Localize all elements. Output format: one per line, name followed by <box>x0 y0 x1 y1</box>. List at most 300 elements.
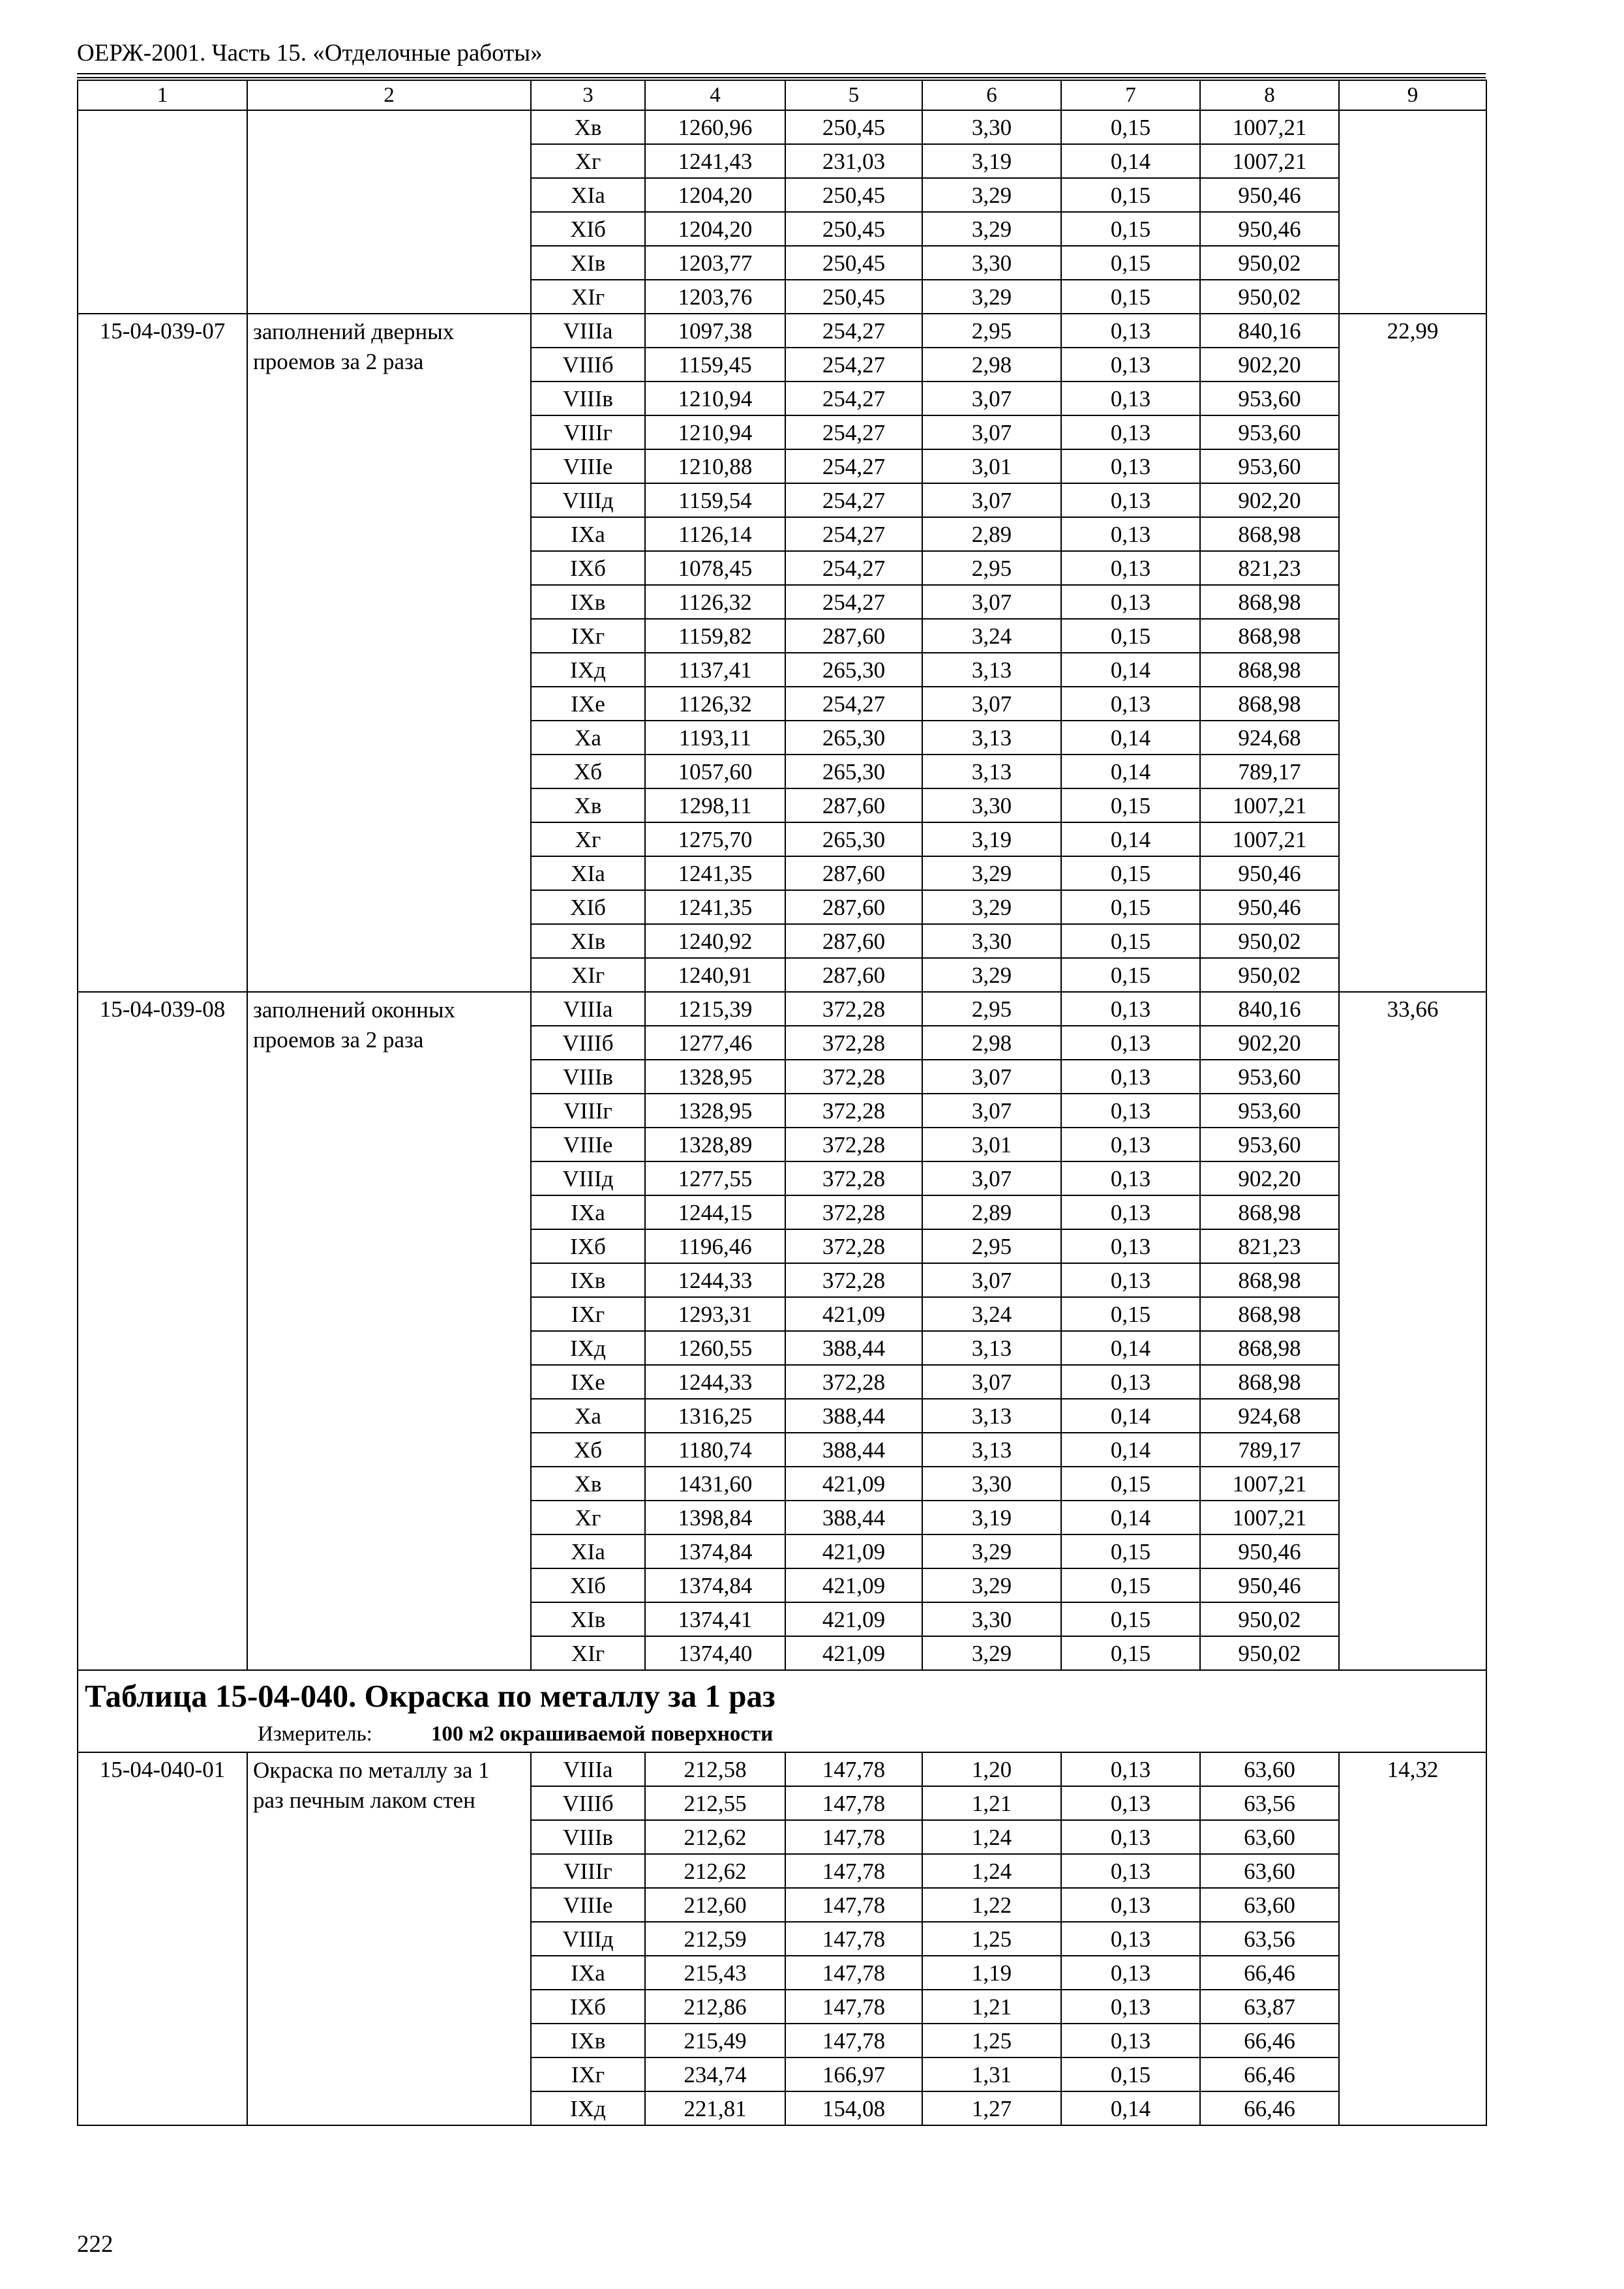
column-number: 3 <box>531 80 645 110</box>
value-cell: 254,27 <box>785 585 922 619</box>
table-body <box>78 80 1486 2125</box>
value-cell: 372,28 <box>785 1060 922 1094</box>
value-cell: 0,13 <box>1061 1195 1200 1229</box>
value-cell: 0,14 <box>1061 755 1200 788</box>
value-cell: 250,45 <box>785 280 922 314</box>
section-meter <box>85 1724 1479 1745</box>
value-cell: 212,59 <box>645 1922 785 1956</box>
zone-cell: Хг <box>531 822 645 856</box>
value-cell: 154,08 <box>785 2091 922 2125</box>
value-cell: 1241,35 <box>645 856 785 890</box>
column-number: 5 <box>785 80 922 110</box>
value-cell: 950,02 <box>1200 246 1339 280</box>
value-cell: 212,58 <box>645 1752 785 1786</box>
value-cell: 821,23 <box>1200 1229 1339 1263</box>
zone-cell: VIIIа <box>531 992 645 1026</box>
value-cell: 0,15 <box>1061 924 1200 958</box>
value-cell: 221,81 <box>645 2091 785 2125</box>
value-cell: 950,02 <box>1200 1602 1339 1636</box>
value-cell: 3,07 <box>922 1094 1061 1128</box>
value-cell: 2,95 <box>922 551 1061 585</box>
value-cell: 1007,21 <box>1200 822 1339 856</box>
value-cell: 3,19 <box>922 1501 1061 1534</box>
value-cell: 3,01 <box>922 449 1061 483</box>
value-cell: 0,15 <box>1061 856 1200 890</box>
value-cell: 3,24 <box>922 619 1061 653</box>
value-cell: 63,60 <box>1200 1752 1339 1786</box>
zone-cell: Хг <box>531 1501 645 1534</box>
value-cell: 1240,91 <box>645 958 785 992</box>
value-cell: 2,95 <box>922 992 1061 1026</box>
value-cell: 1204,20 <box>645 212 785 246</box>
zone-cell: IХг <box>531 1297 645 1331</box>
column-number: 6 <box>922 80 1061 110</box>
value-cell: 421,09 <box>785 1534 922 1568</box>
value-cell: 0,15 <box>1061 619 1200 653</box>
table-row <box>78 110 1486 144</box>
value-cell: 1159,82 <box>645 619 785 653</box>
zone-cell: VIIIв <box>531 1820 645 1854</box>
value-cell: 0,14 <box>1061 144 1200 178</box>
value-cell: 1316,25 <box>645 1399 785 1433</box>
value-cell: 1277,46 <box>645 1026 785 1060</box>
value-cell: 0,13 <box>1061 992 1200 1026</box>
value-cell: 254,27 <box>785 517 922 551</box>
value-cell: 212,62 <box>645 1854 785 1888</box>
value-cell: 3,07 <box>922 1263 1061 1297</box>
value-cell: 0,13 <box>1061 1888 1200 1922</box>
value-cell: 0,13 <box>1061 1026 1200 1060</box>
value-cell: 212,55 <box>645 1786 785 1820</box>
value-cell: 0,15 <box>1061 178 1200 212</box>
zone-cell: ХIб <box>531 1568 645 1602</box>
value-cell: 868,98 <box>1200 619 1339 653</box>
item-code: 15-04-039-07 <box>78 314 247 992</box>
value-cell: 789,17 <box>1200 1433 1339 1467</box>
value-cell: 1007,21 <box>1200 110 1339 144</box>
value-cell: 868,98 <box>1200 1263 1339 1297</box>
value-cell: 212,62 <box>645 1820 785 1854</box>
value-cell: 1126,14 <box>645 517 785 551</box>
table-row <box>78 314 1486 348</box>
value-cell: 265,30 <box>785 755 922 788</box>
value-cell: 0,15 <box>1061 1636 1200 1670</box>
item-description: заполнений оконных проемов за 2 раза <box>247 992 531 1670</box>
value-cell: 840,16 <box>1200 314 1339 348</box>
value-cell: 1204,20 <box>645 178 785 212</box>
item-code <box>78 110 247 314</box>
value-cell: 1215,39 <box>645 992 785 1026</box>
value-cell: 215,43 <box>645 1956 785 1990</box>
value-cell: 372,28 <box>785 1365 922 1399</box>
value-cell: 3,29 <box>922 958 1061 992</box>
value-cell: 1097,38 <box>645 314 785 348</box>
zone-cell: ХIб <box>531 212 645 246</box>
zone-cell: VIIIа <box>531 1752 645 1786</box>
value-cell: 1137,41 <box>645 653 785 687</box>
zone-cell: IХа <box>531 1195 645 1229</box>
section-header <box>78 1670 1486 1752</box>
zone-cell: VIIIд <box>531 1922 645 1956</box>
value-cell: 372,28 <box>785 1161 922 1195</box>
value-cell: 0,13 <box>1061 314 1200 348</box>
value-cell: 254,27 <box>785 551 922 585</box>
value-cell: 1240,92 <box>645 924 785 958</box>
value-cell: 3,07 <box>922 585 1061 619</box>
value-cell: 1,22 <box>922 1888 1061 1922</box>
value-cell: 2,89 <box>922 517 1061 551</box>
value-cell: 147,78 <box>785 1854 922 1888</box>
meter-value: 100 м2 окрашиваемой поверхности <box>430 1722 774 1746</box>
column-number: 7 <box>1061 80 1200 110</box>
value-cell: 0,14 <box>1061 1331 1200 1365</box>
value-cell: 2,95 <box>922 314 1061 348</box>
value-cell: 3,19 <box>922 822 1061 856</box>
value-cell: 868,98 <box>1200 687 1339 721</box>
value-cell: 231,03 <box>785 144 922 178</box>
value-cell: 902,20 <box>1200 483 1339 517</box>
zone-cell: Хв <box>531 788 645 822</box>
value-cell: 1374,40 <box>645 1636 785 1670</box>
value-cell: 1374,41 <box>645 1602 785 1636</box>
column-9-value <box>1339 110 1486 314</box>
value-cell: 1057,60 <box>645 755 785 788</box>
value-cell: 0,15 <box>1061 788 1200 822</box>
value-cell: 2,98 <box>922 1026 1061 1060</box>
value-cell: 1244,33 <box>645 1263 785 1297</box>
column-9-value: 14,32 <box>1339 1752 1486 2125</box>
value-cell: 3,07 <box>922 415 1061 449</box>
value-cell: 63,60 <box>1200 1820 1339 1854</box>
value-cell: 0,13 <box>1061 483 1200 517</box>
value-cell: 1,21 <box>922 1990 1061 2024</box>
value-cell: 421,09 <box>785 1636 922 1670</box>
value-cell: 166,97 <box>785 2057 922 2091</box>
value-cell: 265,30 <box>785 822 922 856</box>
value-cell: 3,29 <box>922 1568 1061 1602</box>
value-cell: 265,30 <box>785 653 922 687</box>
value-cell: 0,15 <box>1061 890 1200 924</box>
value-cell: 868,98 <box>1200 1365 1339 1399</box>
zone-cell: Хв <box>531 110 645 144</box>
column-9-value: 33,66 <box>1339 992 1486 1670</box>
value-cell: 0,13 <box>1061 1820 1200 1854</box>
value-cell: 924,68 <box>1200 721 1339 755</box>
value-cell: 3,30 <box>922 1602 1061 1636</box>
zone-cell: ХIг <box>531 1636 645 1670</box>
value-cell: 868,98 <box>1200 1195 1339 1229</box>
value-cell: 0,15 <box>1061 1568 1200 1602</box>
zone-cell: IХе <box>531 687 645 721</box>
zone-cell: VIIIв <box>531 382 645 415</box>
value-cell: 1,19 <box>922 1956 1061 1990</box>
value-cell: 215,49 <box>645 2024 785 2057</box>
value-cell: 1,24 <box>922 1854 1061 1888</box>
value-cell: 868,98 <box>1200 1331 1339 1365</box>
value-cell: 0,13 <box>1061 517 1200 551</box>
zone-cell: IХб <box>531 551 645 585</box>
value-cell: 1277,55 <box>645 1161 785 1195</box>
zone-cell: IХе <box>531 1365 645 1399</box>
value-cell: 3,07 <box>922 687 1061 721</box>
zone-cell: VIIIе <box>531 1888 645 1922</box>
value-cell: 212,60 <box>645 1888 785 1922</box>
value-cell: 840,16 <box>1200 992 1339 1026</box>
column-number: 8 <box>1200 80 1339 110</box>
item-description: Окраска по металлу за 1 раз печным лаком стен <box>247 1752 531 2125</box>
value-cell: 1078,45 <box>645 551 785 585</box>
value-cell: 3,29 <box>922 280 1061 314</box>
value-cell: 868,98 <box>1200 653 1339 687</box>
value-cell: 1260,96 <box>645 110 785 144</box>
value-cell: 254,27 <box>785 483 922 517</box>
value-cell: 3,24 <box>922 1297 1061 1331</box>
value-cell: 147,78 <box>785 1922 922 1956</box>
header-rule <box>77 77 1486 78</box>
value-cell: 0,13 <box>1061 1060 1200 1094</box>
value-cell: 0,13 <box>1061 1263 1200 1297</box>
value-cell: 0,13 <box>1061 1161 1200 1195</box>
value-cell: 1159,45 <box>645 348 785 382</box>
value-cell: 953,60 <box>1200 449 1339 483</box>
page-header: ОЕРЖ-2001. Часть 15. «Отделочные работы» <box>77 40 543 67</box>
value-cell: 3,13 <box>922 755 1061 788</box>
value-cell: 0,13 <box>1061 1990 1200 2024</box>
value-cell: 0,13 <box>1061 1956 1200 1990</box>
value-cell: 66,46 <box>1200 2057 1339 2091</box>
zone-cell: Хб <box>531 755 645 788</box>
value-cell: 3,30 <box>922 110 1061 144</box>
value-cell: 3,13 <box>922 1433 1061 1467</box>
zone-cell: Ха <box>531 1399 645 1433</box>
value-cell: 1126,32 <box>645 585 785 619</box>
value-cell: 63,60 <box>1200 1888 1339 1922</box>
value-cell: 953,60 <box>1200 415 1339 449</box>
value-cell: 0,15 <box>1061 958 1200 992</box>
value-cell: 372,28 <box>785 1229 922 1263</box>
value-cell: 902,20 <box>1200 1161 1339 1195</box>
value-cell: 372,28 <box>785 992 922 1026</box>
header-rule <box>77 73 1486 74</box>
value-cell: 1241,35 <box>645 890 785 924</box>
value-cell: 3,29 <box>922 178 1061 212</box>
value-cell: 1244,15 <box>645 1195 785 1229</box>
value-cell: 1374,84 <box>645 1534 785 1568</box>
value-cell: 0,13 <box>1061 415 1200 449</box>
column-number-row <box>78 80 1486 110</box>
value-cell: 1007,21 <box>1200 1467 1339 1501</box>
value-cell: 372,28 <box>785 1263 922 1297</box>
value-cell: 3,29 <box>922 890 1061 924</box>
zone-cell: ХIа <box>531 856 645 890</box>
value-cell: 0,13 <box>1061 1229 1200 1263</box>
value-cell: 147,78 <box>785 1752 922 1786</box>
value-cell: 287,60 <box>785 958 922 992</box>
value-cell: 421,09 <box>785 1297 922 1331</box>
value-cell: 0,13 <box>1061 348 1200 382</box>
value-cell: 3,07 <box>922 382 1061 415</box>
value-cell: 868,98 <box>1200 1297 1339 1331</box>
value-cell: 1244,33 <box>645 1365 785 1399</box>
zone-cell: Ха <box>531 721 645 755</box>
value-cell: 0,15 <box>1061 1467 1200 1501</box>
value-cell: 147,78 <box>785 1990 922 2024</box>
value-cell: 0,13 <box>1061 382 1200 415</box>
value-cell: 1159,54 <box>645 483 785 517</box>
section-header-row <box>78 1670 1486 1752</box>
value-cell: 1,27 <box>922 2091 1061 2125</box>
zone-cell: VIIIг <box>531 415 645 449</box>
value-cell: 953,60 <box>1200 1128 1339 1161</box>
value-cell: 421,09 <box>785 1568 922 1602</box>
value-cell: 1,31 <box>922 2057 1061 2091</box>
value-cell: 0,14 <box>1061 1433 1200 1467</box>
item-description <box>247 110 531 314</box>
value-cell: 0,15 <box>1061 280 1200 314</box>
value-cell: 388,44 <box>785 1433 922 1467</box>
zone-cell: ХIв <box>531 924 645 958</box>
value-cell: 3,07 <box>922 1365 1061 1399</box>
value-cell: 212,86 <box>645 1990 785 2024</box>
value-cell: 254,27 <box>785 382 922 415</box>
value-cell: 924,68 <box>1200 1399 1339 1433</box>
value-cell: 250,45 <box>785 110 922 144</box>
value-cell: 3,30 <box>922 924 1061 958</box>
value-cell: 2,95 <box>922 1229 1061 1263</box>
value-cell: 953,60 <box>1200 1094 1339 1128</box>
value-cell: 3,30 <box>922 1467 1061 1501</box>
meter-label: Измеритель: <box>258 1722 372 1746</box>
value-cell: 388,44 <box>785 1399 922 1433</box>
value-cell: 250,45 <box>785 246 922 280</box>
value-cell: 0,13 <box>1061 1854 1200 1888</box>
value-cell: 147,78 <box>785 1888 922 1922</box>
value-cell: 0,14 <box>1061 2091 1200 2125</box>
value-cell: 0,13 <box>1061 1786 1200 1820</box>
value-cell: 372,28 <box>785 1026 922 1060</box>
value-cell: 287,60 <box>785 619 922 653</box>
item-code: 15-04-040-01 <box>78 1752 247 2125</box>
value-cell: 66,46 <box>1200 1956 1339 1990</box>
value-cell: 254,27 <box>785 314 922 348</box>
value-cell: 287,60 <box>785 788 922 822</box>
value-cell: 950,46 <box>1200 890 1339 924</box>
column-9-value: 22,99 <box>1339 314 1486 992</box>
value-cell: 950,02 <box>1200 924 1339 958</box>
zone-cell: VIIIг <box>531 1094 645 1128</box>
zone-cell: IХб <box>531 1990 645 2024</box>
value-cell: 0,14 <box>1061 822 1200 856</box>
value-cell: 1374,84 <box>645 1568 785 1602</box>
value-cell: 254,27 <box>785 348 922 382</box>
value-cell: 950,02 <box>1200 280 1339 314</box>
value-cell: 953,60 <box>1200 1060 1339 1094</box>
value-cell: 3,19 <box>922 144 1061 178</box>
value-cell: 3,30 <box>922 788 1061 822</box>
value-cell: 63,60 <box>1200 1854 1339 1888</box>
zone-cell: IХд <box>531 2091 645 2125</box>
value-cell: 287,60 <box>785 890 922 924</box>
value-cell: 0,13 <box>1061 687 1200 721</box>
value-cell: 265,30 <box>785 721 922 755</box>
value-cell: 3,13 <box>922 1399 1061 1433</box>
zone-cell: VIIIв <box>531 1060 645 1094</box>
value-cell: 3,07 <box>922 1161 1061 1195</box>
value-cell: 0,14 <box>1061 1501 1200 1534</box>
value-cell: 0,13 <box>1061 2024 1200 2057</box>
value-cell: 1210,88 <box>645 449 785 483</box>
zone-cell: IХв <box>531 1263 645 1297</box>
value-cell: 3,29 <box>922 856 1061 890</box>
value-cell: 1298,11 <box>645 788 785 822</box>
zone-cell: ХIг <box>531 958 645 992</box>
value-cell: 388,44 <box>785 1331 922 1365</box>
value-cell: 3,01 <box>922 1128 1061 1161</box>
zone-cell: IХд <box>531 653 645 687</box>
value-cell: 421,09 <box>785 1467 922 1501</box>
value-cell: 3,07 <box>922 483 1061 517</box>
value-cell: 1431,60 <box>645 1467 785 1501</box>
value-cell: 372,28 <box>785 1128 922 1161</box>
zone-cell: ХIа <box>531 178 645 212</box>
value-cell: 0,13 <box>1061 585 1200 619</box>
value-cell: 1398,84 <box>645 1501 785 1534</box>
zone-cell: IХд <box>531 1331 645 1365</box>
value-cell: 147,78 <box>785 1786 922 1820</box>
value-cell: 950,02 <box>1200 1636 1339 1670</box>
zone-cell: Хг <box>531 144 645 178</box>
value-cell: 1241,43 <box>645 144 785 178</box>
zone-cell: IХа <box>531 1956 645 1990</box>
value-cell: 372,28 <box>785 1195 922 1229</box>
zone-cell: VIIIб <box>531 1026 645 1060</box>
price-table <box>77 80 1487 2126</box>
value-cell: 0,15 <box>1061 110 1200 144</box>
value-cell: 0,13 <box>1061 1128 1200 1161</box>
value-cell: 1328,89 <box>645 1128 785 1161</box>
zone-cell: IХг <box>531 2057 645 2091</box>
value-cell: 1275,70 <box>645 822 785 856</box>
value-cell: 66,46 <box>1200 2024 1339 2057</box>
value-cell: 1203,76 <box>645 280 785 314</box>
value-cell: 254,27 <box>785 449 922 483</box>
value-cell: 63,87 <box>1200 1990 1339 2024</box>
value-cell: 1007,21 <box>1200 144 1339 178</box>
value-cell: 0,13 <box>1061 1752 1200 1786</box>
value-cell: 1193,11 <box>645 721 785 755</box>
zone-cell: IХа <box>531 517 645 551</box>
value-cell: 0,15 <box>1061 2057 1200 2091</box>
zone-cell: IХб <box>531 1229 645 1263</box>
value-cell: 66,46 <box>1200 2091 1339 2125</box>
value-cell: 0,15 <box>1061 246 1200 280</box>
value-cell: 0,15 <box>1061 1602 1200 1636</box>
value-cell: 1210,94 <box>645 382 785 415</box>
value-cell: 250,45 <box>785 212 922 246</box>
value-cell: 950,46 <box>1200 856 1339 890</box>
zone-cell: IХв <box>531 2024 645 2057</box>
value-cell: 0,14 <box>1061 1399 1200 1433</box>
table-row <box>78 1752 1486 1786</box>
value-cell: 1293,31 <box>645 1297 785 1331</box>
zone-cell: ХIг <box>531 280 645 314</box>
item-code: 15-04-039-08 <box>78 992 247 1670</box>
zone-cell: Хв <box>531 1467 645 1501</box>
item-description: заполнений дверных проемов за 2 раза <box>247 314 531 992</box>
value-cell: 147,78 <box>785 1820 922 1854</box>
zone-cell: VIIIа <box>531 314 645 348</box>
value-cell: 902,20 <box>1200 1026 1339 1060</box>
